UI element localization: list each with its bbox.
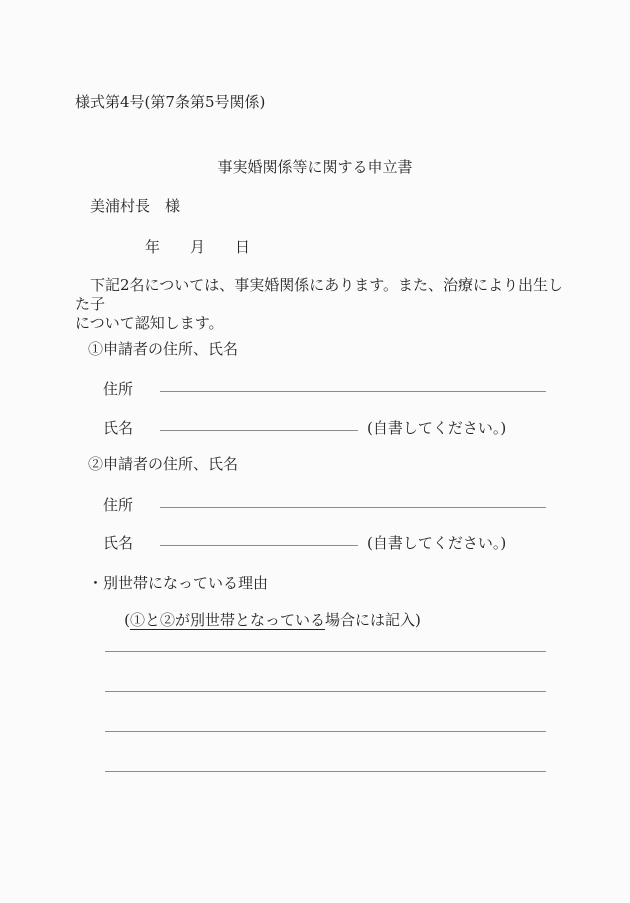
applicant1-address-label: 住所	[103, 380, 134, 398]
reason-blank-line-4	[105, 771, 546, 772]
applicant2-address-label: 住所	[103, 496, 134, 514]
reason-blank-line-1	[105, 651, 546, 652]
applicant1-name-blank-line	[160, 430, 358, 431]
body-paragraph	[75, 276, 575, 333]
applicant2-name-label: 氏名	[103, 534, 134, 552]
body-line: について認知します。	[75, 314, 224, 332]
reason-blank-line-3	[105, 731, 546, 732]
applicant1-address-blank-line	[160, 391, 546, 392]
applicant2-name-blank-line	[160, 545, 358, 546]
applicant1-heading: ①申請者の住所、氏名	[88, 340, 239, 358]
reason-blank-line-2	[105, 691, 546, 692]
form-number: 様式第4号(第7条第5号関係)	[75, 93, 266, 111]
applicant1-name-note: (自書してください。)	[367, 419, 507, 437]
document-title: 事実婚関係等に関する申立書	[217, 158, 413, 176]
date-placeholder: 年 月 日	[145, 238, 251, 256]
reason-heading: ・別世帯になっている理由	[88, 574, 269, 592]
reason-note-underlined: ①と②が別世帯となっている	[129, 611, 325, 629]
body-line: 下記2名については、事実婚関係にあります。また、治療により出生した子	[75, 276, 564, 313]
reason-note	[105, 593, 421, 647]
addressee: 美浦村長 様	[90, 197, 181, 215]
reason-note-prefix: (	[124, 611, 130, 629]
reason-note-suffix: 場合には記入)	[324, 611, 421, 629]
applicant2-name-note: (自書してください。)	[367, 534, 507, 552]
applicant2-address-blank-line	[160, 507, 546, 508]
applicant2-heading: ②申請者の住所、氏名	[88, 455, 239, 473]
applicant1-name-label: 氏名	[103, 419, 134, 437]
